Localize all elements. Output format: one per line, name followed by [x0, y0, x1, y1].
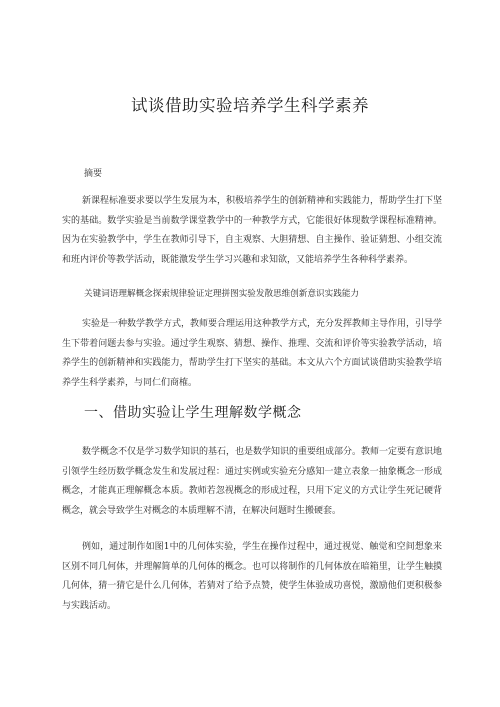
keywords-line: 关键词语理解概念探索规律验证定理拼图实验发散思维创新意识实践能力: [84, 289, 360, 299]
abstract-paragraph: 新课程标准要求要以学生发展为本，积极培养学生的创新精神和实践能力，帮助学生打下坚实的基础。数学实验是当前数学课堂教学中的一种教学方式，它能很好体现数学课程标准精神。因为在实验教学中，学生在教师引导下，自主观察、大胆猜想、自主操作、验证猜想、小组交流和班内评价等教学活动，既能激发学生学习兴趣和求知欲，又能培养学生各种科学素养。: [62, 196, 443, 265]
document-title: 试谈借助实验培养学生科学素养: [131, 96, 369, 115]
section1-paragraph-2: 例如，通过制作如图1中的几何体实验，学生在操作过程中，通过视觉、触觉和空间想象来区别不同几何体，并理解简单的几何体的概念。也可以将制作的几何体放在暗箱里，让学生触摸几何体，猜一猜它是什么几何体，若猜对了给予点赞，使学生体验成功喜悦，激励他们更积极参与实践活动。: [62, 542, 442, 611]
section1-paragraph-1: 数学概念不仅是学习数学知识的基石，也是数学知识的重要组成部分。教师一定要有意识地引领学生经历数学概念发生和发展过程：通过实例或实验充分感知一建立表象一抽象概念一形成概念，才能真正理解概念本质。教师若忽视概念的形成过程，只用下定义的方式让学生死记硬背概念，就会导致学生对概念的本质理解不清，在解决问题时生搬硬套。: [62, 447, 443, 516]
section-heading: 一、借助实验让学生理解数学概念: [84, 405, 302, 421]
intro-paragraph: 实验是一种数学教学方式，教师要合理运用这种教学方式，充分发挥教师主导作用，引导学生下带着问题去参与实验。通过学生观察、猜想、操作、推理、交流和评价等实验教学活动，培养学生的创新精神和实践能力，帮助学生打下坚实的基础。本文从六个方面试谈借助实验教学培养学生科学素养，与同仁们商榷。: [62, 319, 443, 388]
abstract-label: 摘要: [84, 169, 103, 179]
